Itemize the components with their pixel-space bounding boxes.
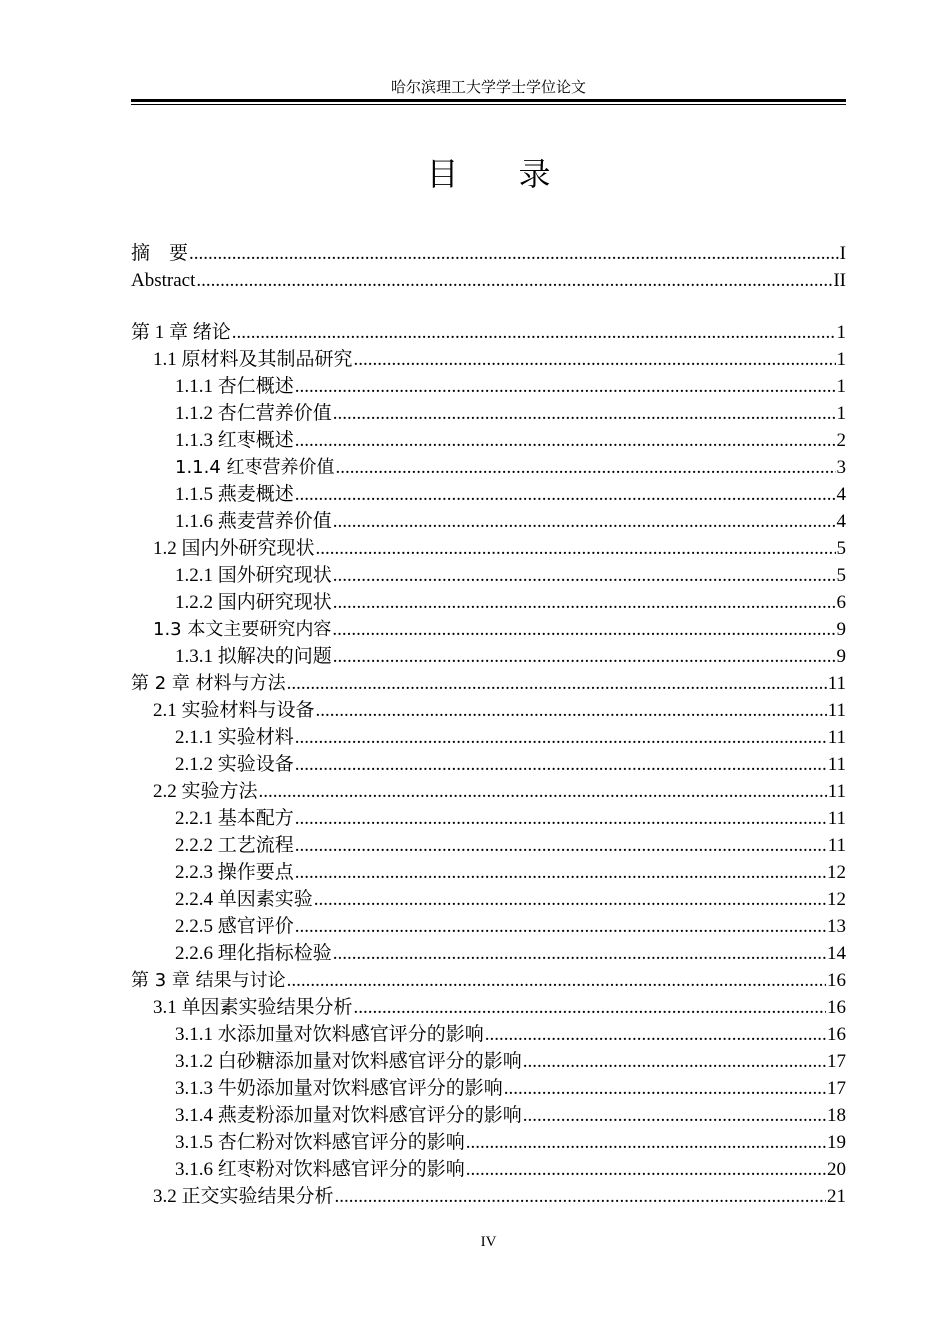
toc-entry-label: 摘 要 bbox=[131, 243, 189, 264]
toc-dot-leader bbox=[295, 427, 836, 454]
toc-entry-page: 16 bbox=[827, 970, 846, 991]
toc-entry-page: 1 bbox=[836, 403, 846, 424]
toc-entry[interactable] bbox=[131, 1021, 846, 1048]
toc-entry[interactable] bbox=[131, 346, 846, 373]
toc-dot-leader bbox=[295, 805, 827, 832]
toc-entry-label: 3.2 正交实验结果分析 bbox=[153, 1186, 334, 1207]
toc-entry[interactable] bbox=[131, 940, 846, 967]
toc-entry-page: 11 bbox=[827, 808, 846, 829]
toc-dot-leader bbox=[295, 751, 827, 778]
toc-entry[interactable] bbox=[131, 1102, 846, 1129]
toc-entry-label: 3.1.2 白砂糖添加量对饮料感官评分的影响 bbox=[175, 1051, 522, 1072]
toc-entry[interactable] bbox=[131, 1048, 846, 1075]
toc-entry[interactable] bbox=[131, 994, 846, 1021]
toc-entry-page: 11 bbox=[827, 781, 846, 802]
toc-entry-label: Abstract bbox=[131, 270, 196, 291]
toc-dot-leader bbox=[485, 1021, 826, 1048]
toc-entry[interactable] bbox=[131, 805, 846, 832]
toc-entry-page: 3 bbox=[836, 457, 846, 478]
toc-entry[interactable] bbox=[131, 427, 846, 454]
toc-entry-page: I bbox=[839, 243, 846, 264]
toc-dot-leader bbox=[523, 1048, 826, 1075]
toc-entry[interactable] bbox=[131, 454, 846, 481]
toc-entry[interactable] bbox=[131, 859, 846, 886]
toc-entry[interactable] bbox=[131, 535, 846, 562]
toc-entry-label: 2.1.2 实验设备 bbox=[175, 754, 294, 775]
toc-entry-label: 1.2.2 国内研究现状 bbox=[175, 592, 332, 613]
toc-title bbox=[131, 152, 846, 196]
toc-dot-leader bbox=[333, 940, 826, 967]
toc-entry-page: 4 bbox=[836, 511, 846, 532]
toc-entry-page: 11 bbox=[827, 700, 846, 721]
toc-entry-label: 1.1 原材料及其制品研究 bbox=[153, 349, 353, 370]
toc-entry-page: 9 bbox=[836, 619, 846, 640]
toc-entry[interactable] bbox=[131, 240, 846, 267]
toc-entry[interactable] bbox=[131, 616, 846, 643]
toc-entry-page: 19 bbox=[827, 1132, 846, 1153]
toc-dot-leader bbox=[466, 1129, 826, 1156]
toc-dot-leader bbox=[333, 643, 836, 670]
toc-dot-leader bbox=[295, 724, 827, 751]
toc-entry-label: 2.2 实验方法 bbox=[153, 781, 258, 802]
toc-entry-label: 3.1.5 杏仁粉对饮料感官评分的影响 bbox=[175, 1132, 465, 1153]
toc-entry-label: 3.1.1 水添加量对饮料感官评分的影响 bbox=[175, 1024, 484, 1045]
toc-entry-label: 1.3 本文主要研究内容 bbox=[153, 619, 332, 640]
toc-entry[interactable] bbox=[131, 589, 846, 616]
toc-dot-leader bbox=[316, 697, 827, 724]
toc-dot-leader bbox=[316, 535, 836, 562]
toc-entry[interactable] bbox=[131, 1183, 846, 1210]
toc-entry-label: 2.2.1 基本配方 bbox=[175, 808, 294, 829]
toc-entry[interactable] bbox=[131, 778, 846, 805]
toc-entry[interactable] bbox=[131, 481, 846, 508]
toc-entry[interactable] bbox=[131, 508, 846, 535]
toc-entry[interactable] bbox=[131, 751, 846, 778]
toc-entry[interactable] bbox=[131, 724, 846, 751]
toc-entry[interactable] bbox=[131, 967, 846, 994]
toc-entry-label: 2.2.3 操作要点 bbox=[175, 862, 294, 883]
toc-entry-page: 1 bbox=[836, 376, 846, 397]
toc-entry-label: 第 2 章 材料与方法 bbox=[131, 673, 286, 694]
toc-entry-page: 16 bbox=[827, 997, 846, 1018]
toc-entry-page: 5 bbox=[836, 538, 846, 559]
toc-entry-page: 11 bbox=[827, 673, 846, 694]
header-rule-thick bbox=[131, 99, 846, 102]
toc-entry-page: 12 bbox=[827, 862, 846, 883]
toc-entry-page: 1 bbox=[836, 349, 846, 370]
toc-dot-leader bbox=[196, 267, 832, 294]
toc-entry-label: 2.2.6 理化指标检验 bbox=[175, 943, 332, 964]
toc-entry[interactable] bbox=[131, 1129, 846, 1156]
toc-entry-page: 17 bbox=[827, 1078, 846, 1099]
toc-dot-leader bbox=[295, 481, 836, 508]
toc-entry-label: 3.1.4 燕麦粉添加量对饮料感官评分的影响 bbox=[175, 1105, 522, 1126]
toc-dot-leader bbox=[314, 886, 826, 913]
toc-entry[interactable] bbox=[131, 1075, 846, 1102]
toc-dot-leader bbox=[189, 240, 839, 267]
toc-entry-label: 2.1 实验材料与设备 bbox=[153, 700, 315, 721]
toc-entry-page: 17 bbox=[827, 1051, 846, 1072]
toc-entry[interactable] bbox=[131, 670, 846, 697]
toc-entry-page: 12 bbox=[827, 889, 846, 910]
toc-entry-page: 11 bbox=[827, 727, 846, 748]
toc-dot-leader bbox=[354, 346, 836, 373]
toc-dot-leader bbox=[295, 859, 826, 886]
toc-entry[interactable] bbox=[131, 1156, 846, 1183]
toc-entry[interactable] bbox=[131, 886, 846, 913]
toc-entry-page: 11 bbox=[827, 754, 846, 775]
toc-entry-page: 6 bbox=[836, 592, 846, 613]
toc-entry[interactable] bbox=[131, 319, 846, 346]
toc-entry[interactable] bbox=[131, 267, 846, 294]
toc-dot-leader bbox=[354, 994, 826, 1021]
toc-entry-label: 3.1.6 红枣粉对饮料感官评分的影响 bbox=[175, 1159, 465, 1180]
toc-dot-leader bbox=[336, 454, 836, 481]
toc-entry-label: 2.1.1 实验材料 bbox=[175, 727, 294, 748]
toc-title-char-2: 录 bbox=[518, 155, 551, 193]
toc-entry-label: 1.1.5 燕麦概述 bbox=[175, 484, 294, 505]
toc-entry-label: 第 3 章 结果与讨论 bbox=[131, 970, 286, 991]
toc-entry-page: 16 bbox=[827, 1024, 846, 1045]
table-of-contents bbox=[131, 240, 846, 1210]
toc-entry-page: 1 bbox=[836, 322, 846, 343]
toc-entry[interactable] bbox=[131, 400, 846, 427]
toc-entry-label: 2.2.4 单因素实验 bbox=[175, 889, 313, 910]
toc-entry-page: 11 bbox=[827, 835, 846, 856]
toc-entry-page: II bbox=[833, 270, 846, 291]
toc-entry-page: 9 bbox=[836, 646, 846, 667]
toc-dot-leader bbox=[332, 616, 835, 643]
toc-title-char-1: 目 bbox=[426, 155, 459, 193]
toc-dot-leader bbox=[287, 670, 827, 697]
toc-entry-label: 第 1 章 绪论 bbox=[131, 322, 231, 343]
toc-entry-page: 18 bbox=[827, 1105, 846, 1126]
toc-entry-page: 5 bbox=[836, 565, 846, 586]
toc-dot-leader bbox=[295, 832, 827, 859]
toc-dot-leader bbox=[287, 967, 826, 994]
toc-entry-label: 3.1 单因素实验结果分析 bbox=[153, 997, 353, 1018]
toc-entry-page: 4 bbox=[836, 484, 846, 505]
toc-entry-label: 1.1.4 红枣营养价值 bbox=[175, 457, 335, 478]
toc-entry-page: 13 bbox=[827, 916, 846, 937]
toc-entry-label: 3.1.3 牛奶添加量对饮料感官评分的影响 bbox=[175, 1078, 503, 1099]
toc-entry[interactable] bbox=[131, 832, 846, 859]
toc-entry-label: 1.1.1 杏仁概述 bbox=[175, 376, 294, 397]
toc-entry-label: 1.3.1 拟解决的问题 bbox=[175, 646, 332, 667]
toc-entry-label: 1.1.3 红枣概述 bbox=[175, 430, 294, 451]
toc-entry[interactable] bbox=[131, 562, 846, 589]
toc-entry[interactable] bbox=[131, 697, 846, 724]
toc-dot-leader bbox=[259, 778, 827, 805]
toc-dot-leader bbox=[295, 373, 836, 400]
toc-dot-leader bbox=[333, 589, 836, 616]
toc-entry-page: 20 bbox=[827, 1159, 846, 1180]
toc-entry[interactable] bbox=[131, 373, 846, 400]
toc-entry[interactable] bbox=[131, 643, 846, 670]
toc-entry-label: 1.1.2 杏仁营养价值 bbox=[175, 403, 332, 424]
toc-dot-leader bbox=[232, 319, 836, 346]
toc-dot-leader bbox=[504, 1075, 826, 1102]
toc-dot-leader bbox=[295, 913, 826, 940]
toc-dot-leader bbox=[333, 400, 836, 427]
toc-dot-leader bbox=[466, 1156, 826, 1183]
toc-entry-label: 1.2 国内外研究现状 bbox=[153, 538, 315, 559]
toc-entry-label: 2.2.5 感官评价 bbox=[175, 916, 294, 937]
toc-entry-page: 2 bbox=[836, 430, 846, 451]
running-header: 哈尔滨理工大学学士学位论文 bbox=[390, 80, 586, 96]
toc-dot-leader bbox=[333, 562, 836, 589]
toc-entry-page: 14 bbox=[827, 943, 846, 964]
header-rule-thin bbox=[131, 104, 846, 105]
toc-dot-leader bbox=[333, 508, 836, 535]
toc-entry-label: 2.2.2 工艺流程 bbox=[175, 835, 294, 856]
toc-entry[interactable] bbox=[131, 913, 846, 940]
toc-entry-page: 21 bbox=[827, 1186, 846, 1207]
page-number: IV bbox=[480, 1234, 497, 1250]
toc-entry-label: 1.2.1 国外研究现状 bbox=[175, 565, 332, 586]
toc-entry-label: 1.1.6 燕麦营养价值 bbox=[175, 511, 332, 532]
toc-dot-leader bbox=[335, 1183, 826, 1210]
toc-dot-leader bbox=[523, 1102, 826, 1129]
